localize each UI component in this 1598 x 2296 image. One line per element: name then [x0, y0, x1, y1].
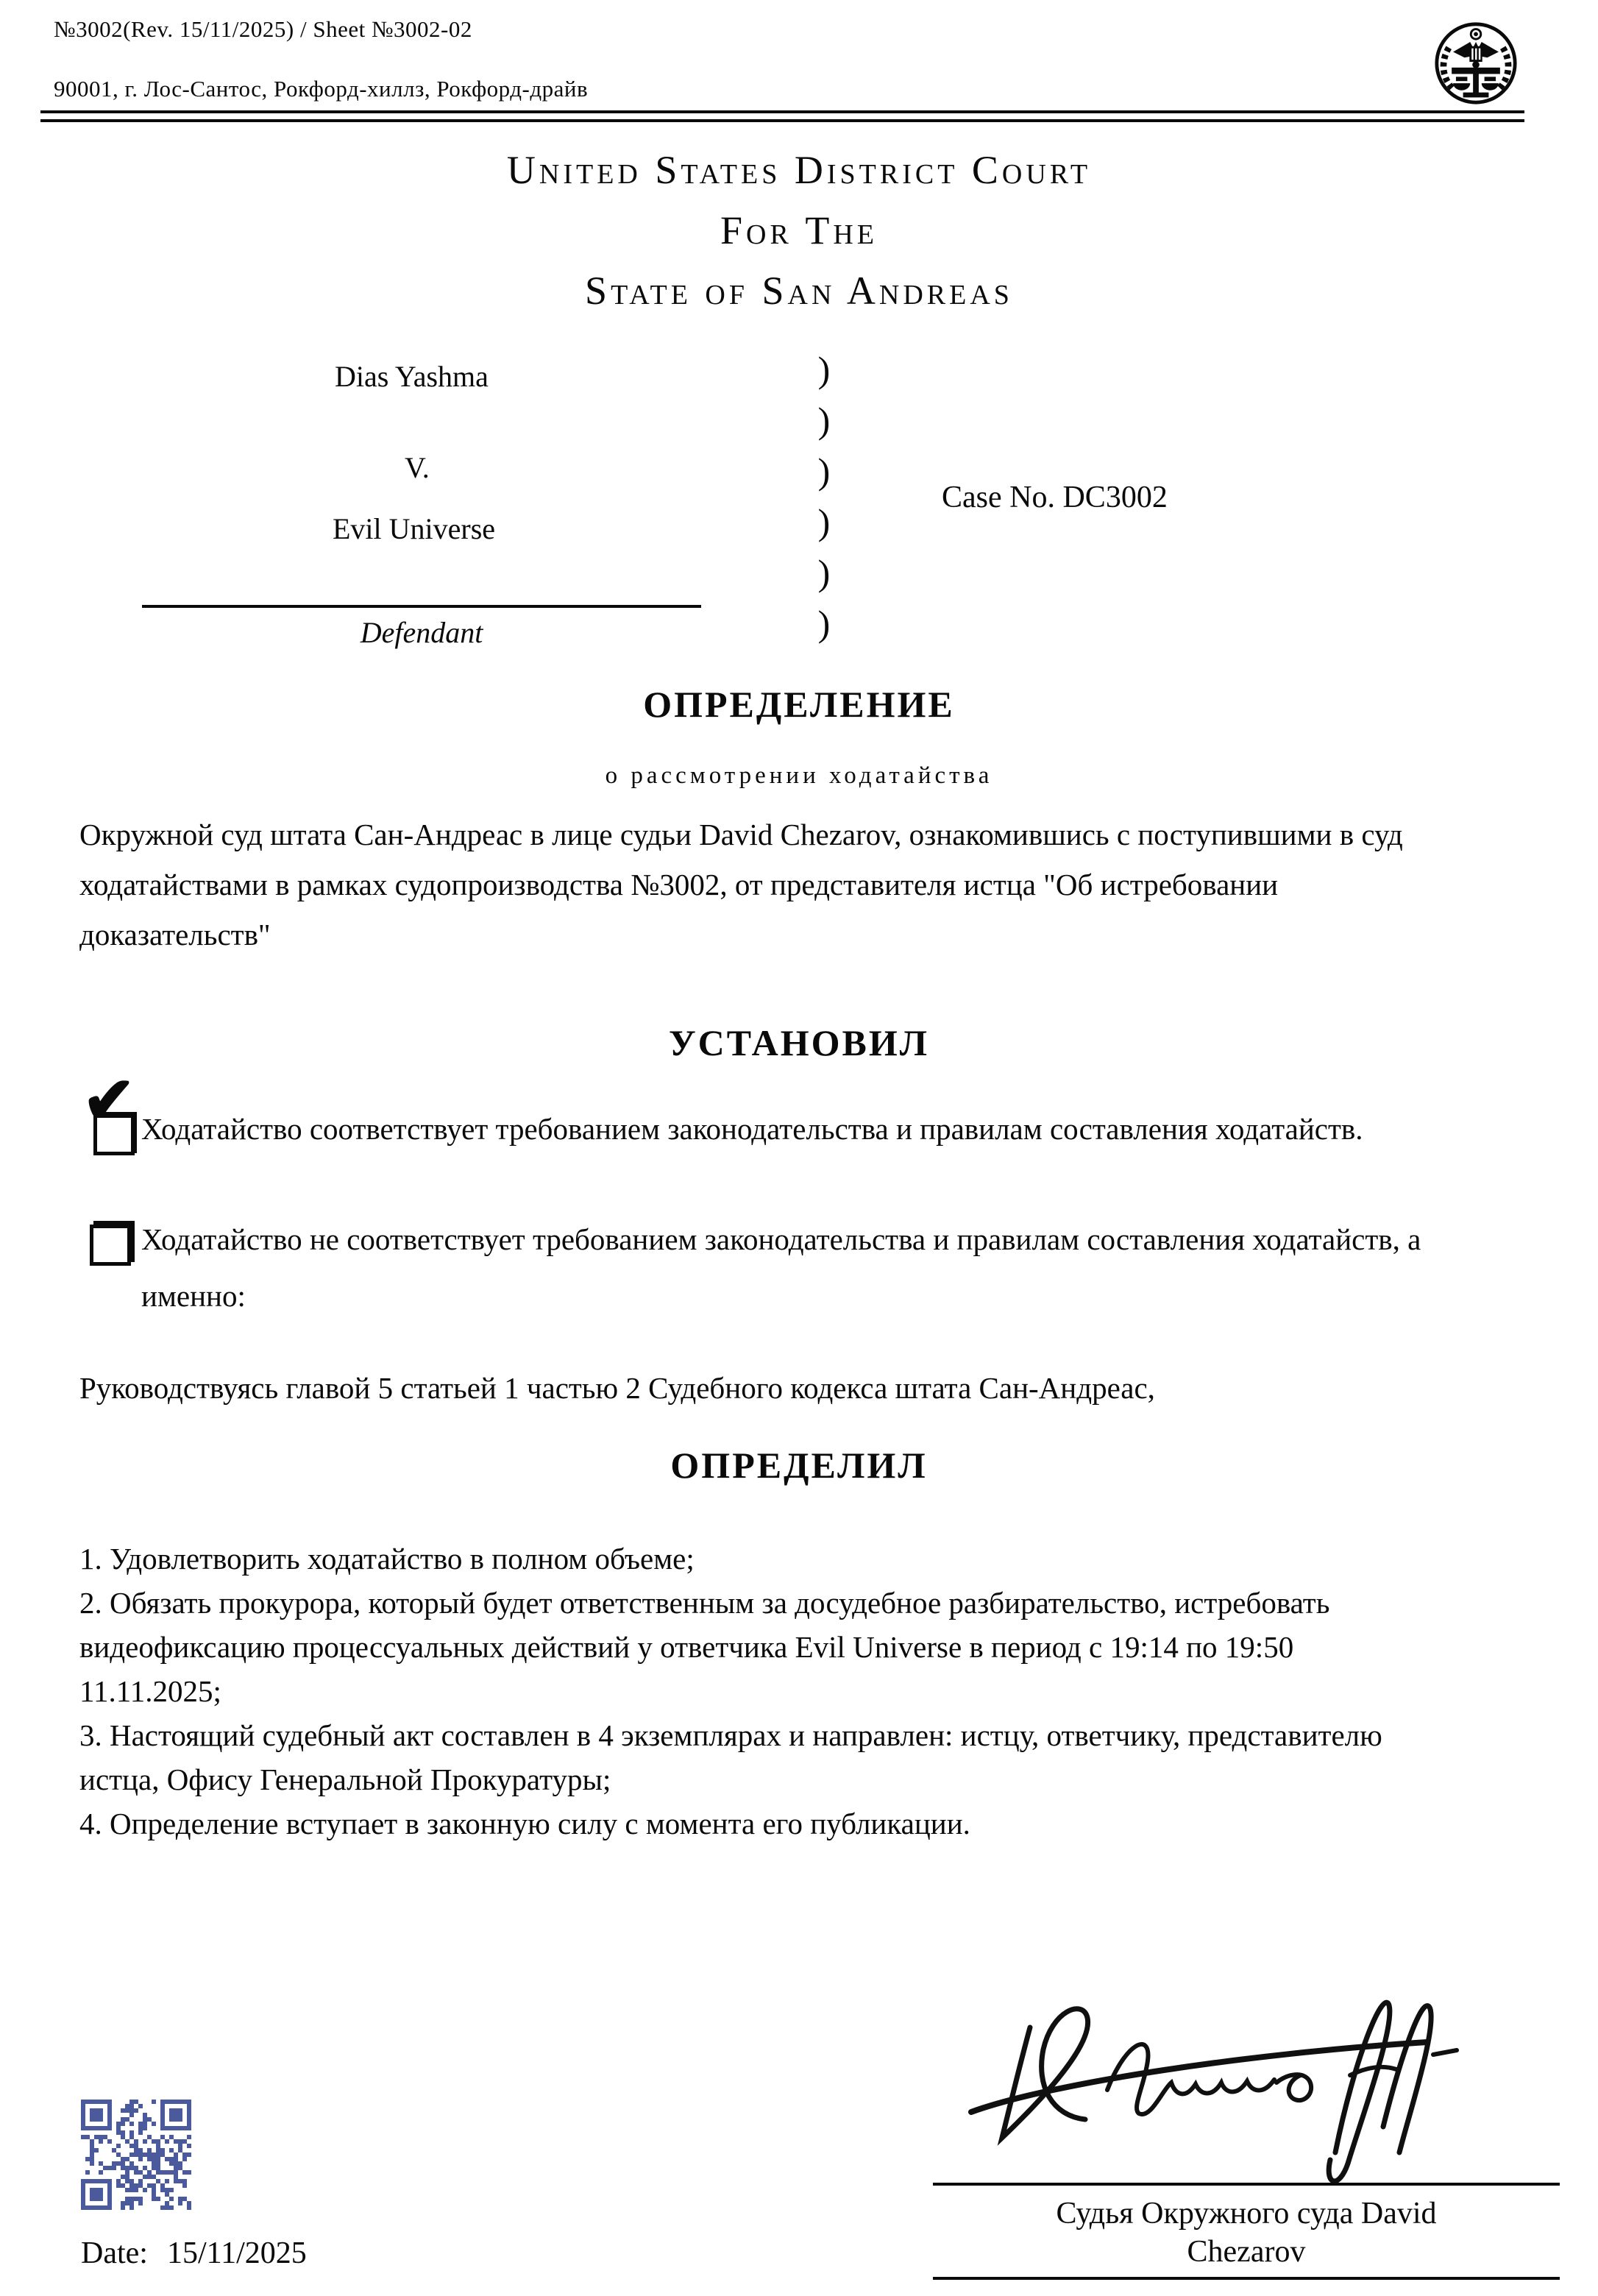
bracket-glyph: ) — [817, 349, 831, 390]
date-value: 15/11/2025 — [166, 2236, 307, 2270]
defendant-label: Defendant — [360, 616, 483, 649]
date-label: Date: — [81, 2236, 148, 2270]
judge-title-block — [933, 2194, 1560, 2271]
doc-number-line: №3002(Rev. 15/11/2025) / Sheet №3002-02 — [54, 16, 472, 42]
decision-item: 3. Настоящий судебный акт составлен в 4 экземплярах и направлен: истцу, ответчику, представителю истца, Офису Генеральной Прокуратуры; — [79, 1718, 1382, 1796]
bracket-glyph: ) — [817, 603, 831, 644]
bracket-glyph: ) — [817, 450, 831, 492]
guided-by-paragraph: Руководствуясь главой 5 статьей 1 частью 2 Судебного кодекса штата Сан-Андреас, — [79, 1371, 1155, 1405]
signature-rule-top — [933, 2183, 1560, 2186]
header-rule-bottom — [40, 119, 1524, 122]
court-title-line2: For The — [720, 208, 878, 252]
case-number: Case No. DC3002 — [942, 481, 1168, 514]
court-title-line3: State of San Andreas — [585, 269, 1013, 313]
decisions-list — [79, 1537, 1441, 1846]
decision-item: 1. Удовлетворить ходатайство в полном объеме; — [79, 1542, 695, 1576]
judge-title-line2: Chezarov — [1187, 2235, 1306, 2269]
judge-signature-scrawl — [942, 1972, 1471, 2193]
bracket-glyph: ) — [817, 501, 831, 542]
bracket-glyph: ) — [817, 552, 831, 593]
header-rule-top — [40, 110, 1524, 113]
order-subtitle: о рассмотрении ходатайства — [605, 762, 993, 789]
established-heading: УСТАНОВИЛ — [668, 1022, 930, 1063]
signature-rule-bottom — [933, 2277, 1560, 2280]
checkbox-noncompliant[interactable] — [90, 1225, 131, 1266]
check-mark-icon: ✔ — [82, 1065, 136, 1135]
order-title: ОПРЕДЕЛЕНИЕ — [643, 684, 955, 725]
bracket-glyph: ) — [817, 400, 831, 441]
date-row — [81, 2236, 307, 2271]
decided-heading: ОПРЕДЕЛИЛ — [670, 1445, 928, 1486]
versus-label: V. — [405, 451, 430, 484]
court-seal-icon — [1433, 21, 1519, 106]
party-bracket-column — [809, 344, 839, 649]
defendant-underline — [142, 605, 701, 608]
defendant-name: Evil Universe — [333, 512, 496, 545]
court-address-line: 90001, г. Лос-Сантос, Рокфорд-хиллз, Рокфорд-драйв — [54, 76, 589, 102]
qr-code — [81, 2100, 191, 2210]
plaintiff-name: Dias Yashma — [335, 360, 489, 393]
judge-title-line1: Судья Окружного суда David — [1056, 2197, 1437, 2231]
court-title-line1: United States District Court — [506, 148, 1092, 192]
order-intro-paragraph: Окружной суд штата Сан-Андреас в лице судьи David Chezarov, ознакомившись с поступившими в суд ходатайствами в рамках судопроизводства №3002, от представителя истца "Об истребовании доказательств" — [79, 818, 1403, 952]
court-title — [0, 140, 1598, 321]
checkbox-noncompliant-label: Ходатайство не соответствует требованием законодательства и правилам составления ходатайств, а именно: — [141, 1222, 1421, 1313]
checkbox-compliant-label: Ходатайство соответствует требованием законодательства и правилам составления ходатайств. — [141, 1112, 1363, 1146]
decision-item: 4. Определение вступает в законную силу с момента его публикации. — [79, 1807, 970, 1840]
decision-item: 2. Обязать прокурора, который будет ответственным за досудебное разбирательство, истребовать видеофиксацию процессуальных действий у ответчика Evil Universe в период с 19:14 по 19:50 11.11.2025; — [79, 1586, 1330, 1708]
